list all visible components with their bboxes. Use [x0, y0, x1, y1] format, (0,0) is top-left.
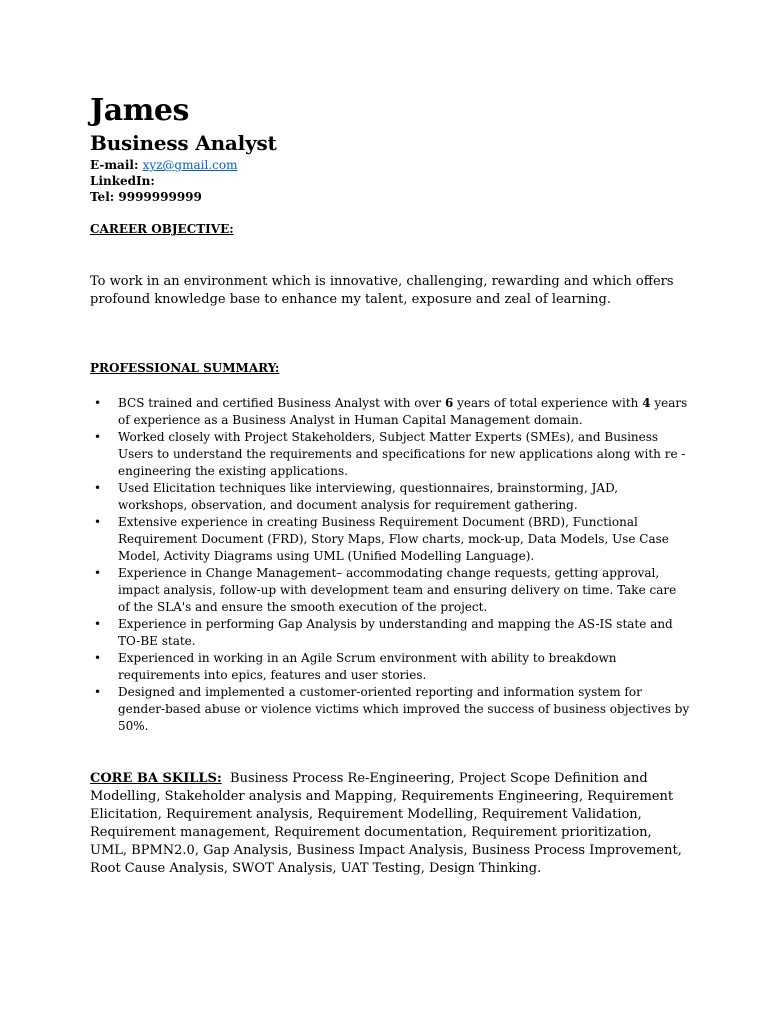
linkedin-row	[90, 173, 237, 189]
candidate-name: James	[90, 93, 189, 128]
career-objective-text: To work in an environment which is innovative, challenging, rewarding and which offers profound knowledge base to enhance my talent, exposure and zeal of learning.	[90, 274, 674, 307]
bullet-icon: •	[94, 651, 102, 665]
bullet-icon: •	[94, 685, 102, 699]
linkedin-label: LinkedIn:	[90, 174, 155, 188]
list-item	[90, 395, 690, 429]
bullet-icon: •	[94, 396, 102, 410]
bullet-icon: •	[94, 481, 102, 495]
list-item-text: Used Elicitation techniques like interviewing, questionnaires, brainstorming, JAD, workshops, observation, and document analysis for requirement gathering.	[118, 481, 619, 512]
tel-value: 9999999999	[118, 190, 202, 204]
list-item-text: Experienced in working in an Agile Scrum environment with ability to breakdown requirements into epics, features and user stories.	[118, 651, 617, 682]
list-item-text: BCS trained and certified Business Analyst with over 6 years of total experience with 4 years of experience as a Business Analyst in Human Capital Management domain.	[118, 396, 688, 427]
professional-summary-list	[90, 395, 690, 735]
email-row	[90, 157, 237, 173]
list-item	[90, 514, 690, 565]
tel-row	[90, 189, 237, 205]
list-item-text: Designed and implemented a customer-oriented reporting and information system for gender-based abuse or violence victims which improved the success of business objectives by 50%.	[118, 685, 690, 733]
years-total: 6	[444, 396, 454, 410]
list-item-text: Experience in performing Gap Analysis by understanding and mapping the AS-IS state and TO-BE state.	[118, 617, 673, 648]
list-item-text: Experience in Change Management– accommodating change requests, getting approval, impact analysis, follow-up with development team and ensuring delivery on time. Take care of the SLA's and ensure the smooth execution of the project.	[118, 566, 677, 614]
career-objective-heading: CAREER OBJECTIVE:	[90, 222, 234, 236]
contact-block	[90, 157, 237, 205]
list-item-text: Extensive experience in creating Business Requirement Document (BRD), Functional Requirement Document (FRD), Story Maps, Flow charts, mock-up, Data Models, Use Case Model, Activity Diagrams using UML (Unified Modelling Language).	[118, 515, 669, 563]
years-ba: 4	[642, 396, 651, 410]
email-link[interactable]: xyz@gmail.com	[142, 158, 238, 172]
list-item	[90, 616, 690, 650]
core-skills-text: Business Process Re-Engineering, Project Scope Definition and Modelling, Stakeholder analysis and Mapping, Requirements Engineering, Requirement Elicitation, Requirement analysis, Requirement Modelling, Requirement Validation, Requirement management, Requirement documentation, Requirement prioritization, UML, BPMN2.0, Gap Analysis, Business Impact Analysis, Business Process Improvement, Root Cause Analysis, SWOT Analysis, UAT Testing, Design Thinking.	[90, 771, 682, 876]
list-item	[90, 684, 690, 735]
list-item	[90, 565, 690, 616]
core-skills-paragraph	[90, 770, 690, 878]
candidate-title: Business Analyst	[90, 131, 277, 155]
list-item	[90, 429, 690, 480]
bullet-icon: •	[94, 566, 102, 580]
list-item-text: Worked closely with Project Stakeholders, Subject Matter Experts (SMEs), and Business Users to understand the requirements and specifications for new applications along with re - engineering the existing applications.	[118, 430, 686, 478]
tel-label: Tel:	[90, 190, 115, 204]
list-item	[90, 480, 690, 514]
bullet-icon: •	[94, 430, 102, 444]
professional-summary-heading: PROFESSIONAL SUMMARY:	[90, 361, 280, 375]
email-label: E-mail:	[90, 158, 139, 172]
bullet-icon: •	[94, 515, 102, 529]
core-skills-heading: CORE BA SKILLS:	[90, 771, 222, 786]
bullet-icon: •	[94, 617, 102, 631]
list-item	[90, 650, 690, 684]
